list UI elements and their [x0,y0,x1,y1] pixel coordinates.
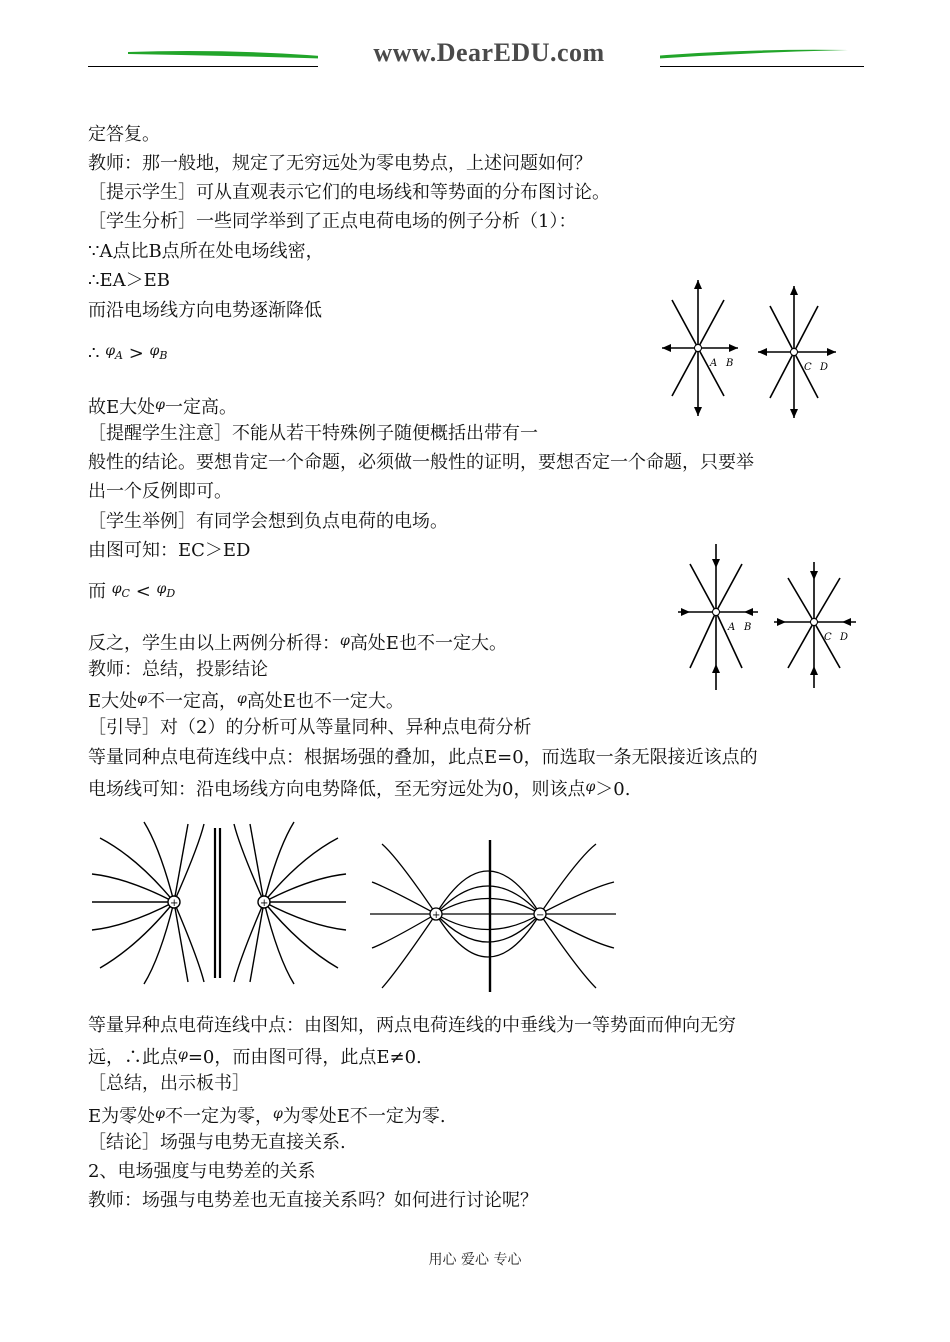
text-line: 教师：场强与电势差也无直接关系吗？如何进行讨论呢？ [88,1190,538,1211]
text-line: E大处$^\varphi$不一定高，$^\varphi$高处E也不一定大。 [88,691,404,712]
text-line: 远，∴此点$^\varphi$=0，而由图可得，此点E≠0. [88,1047,422,1068]
math-line: 而 $^\varphi$C < $^\varphi$D [88,581,176,602]
plus-sign: + [260,898,269,909]
text-line: ［学生举例］有同学会想到负点电荷的电场。 [88,511,448,532]
negative-charge-field-figure [676,540,866,700]
unlike-charges-field-figure [368,838,618,994]
text-line: 反之，学生由以上两例分析得：$^\varphi$高处E也不一定大。 [88,633,507,654]
label-a: A [710,358,718,369]
text-line: 2、电场强度与电势差的关系 [88,1161,316,1182]
text-line: 定答复。 [88,124,160,145]
text-line: ［提醒学生注意］不能从若干特殊例子随便概括出带有一 [88,423,538,444]
text-line: ［提示学生］可从直观表示它们的电场线和等势面的分布图讨论。 [88,182,610,203]
text-line: ∴EA＞EB [88,270,170,291]
text-line: 般性的结论。要想肯定一个命题，必须做一般性的证明，要想否定一个命题，只要举 [88,452,754,473]
site-logo: www.DearEDU.com [318,38,660,68]
label-c: C [824,632,832,643]
minus-sign: − [536,910,545,921]
text-line: 等量异种点电荷连线中点：由图知，两点电荷连线的中垂线为一等势面而伸向无穷 [88,1015,736,1036]
plus-sign: + [170,898,179,909]
like-charges-field-figure [88,818,350,988]
text-line: ∵A点比B点所在处电场线密， [88,241,324,262]
page-header [88,38,864,70]
text-line: ［总结，出示板书］ [88,1073,250,1094]
label-a: A [728,622,736,633]
text-line: E为零处$^\varphi$不一定为零，$^\varphi$为零处E不一定为零. [88,1106,446,1127]
text-line: ［引导］对（2）的分析可从等量同种、异种点电荷分析 [88,717,532,738]
text-line: ［学生分析］一些同学举到了正点电荷电场的例子分析（1）： [88,211,577,232]
text-line: ［结论］场强与电势无直接关系. [88,1132,346,1153]
text-line: 教师：总结，投影结论 [88,659,268,680]
text-line: 故E大处$^\varphi$一定高。 [88,397,237,418]
positive-charge-field-figure [658,272,848,422]
label-d: D [820,362,829,373]
text-line: 而沿电场线方向电势逐渐降低 [88,300,322,321]
therefore-symbol: ∴ [88,343,100,364]
text-line: 电场线可知：沿电场线方向电势降低，至无穷远处为0，则该点$^\varphi$＞0. [88,779,631,800]
text-line: 由图可知：EC＞ED [88,540,251,561]
label-b: B [726,358,734,369]
text-line: 等量同种点电荷连线中点：根据场强的叠加，此点E=0，而选取一条无限接近该点的 [88,747,758,768]
text-line: 出一个反例即可。 [88,481,232,502]
label-b: B [744,622,752,633]
label-c: C [804,362,812,373]
math-line: ∴ $^\varphi$A > $^\varphi$B [88,343,168,364]
label-d: D [840,632,849,643]
page-footer: 用心 爱心 专心 [428,1252,522,1268]
text-line: 教师：那一般地，规定了无穷远处为零电势点，上述问题如何？ [88,153,592,174]
plus-sign: + [432,910,441,921]
